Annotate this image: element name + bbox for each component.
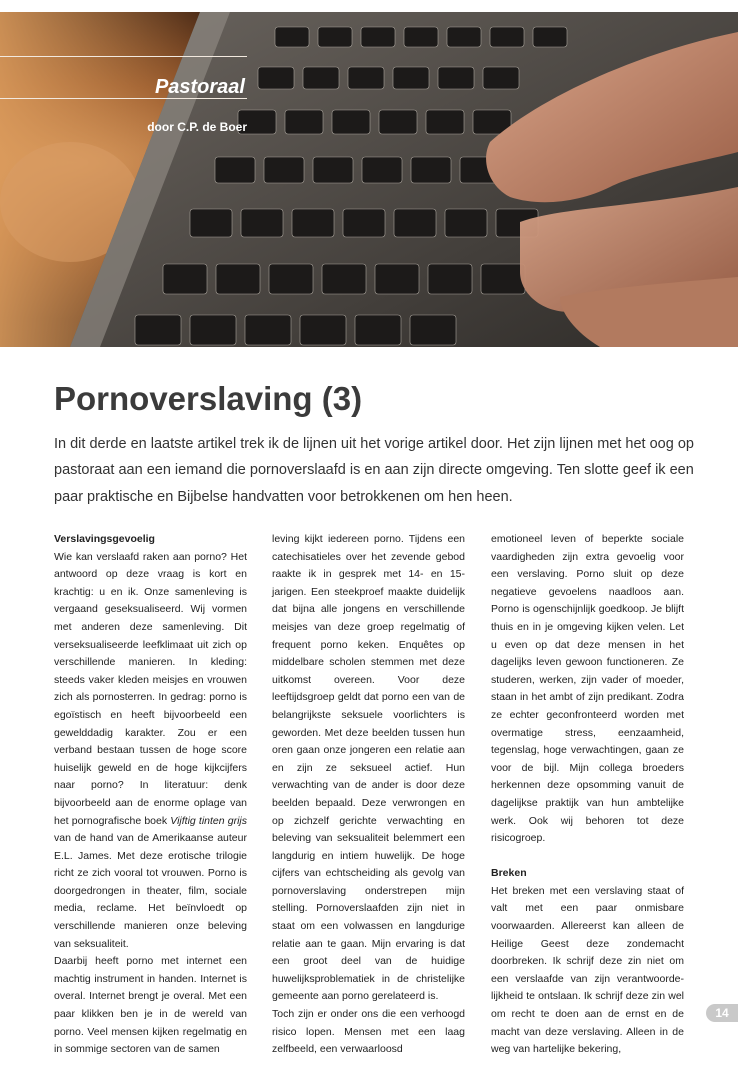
paragraph-spacer — [491, 848, 684, 866]
paragraph: Het breken met een verslaving staat of valt met een paar onmisbare voorwaarden. Allereerst kan alleen de Heilige Geest deze zondemacht doorbreken. Ik schrijf deze zin niet om een verslaafde van zijn verantwoordelijkheid te ontslaan. Ik schrijf deze zin wel om recht te doen aan de ernst en de macht van deze verslaving. Alleen in de weg van hartelijke bekering, — [491, 884, 684, 1056]
paragraph: leving kijkt iedereen porno. Tijdens een catechisatieles over het zevende gebod raakte ik in gesprek met 14- en 15-jarigen. Een steekproef maakte duidelijk dat bijna alle jongens en verschillende meisjes van deze groep regelmatig of frequent porno keken. Enquêtes op middelbare scholen stemmen met deze uitkomst overeen. Voor deze leeftijdsgroep geldt dat porno een van de belangrijkste seksuele voorlichters is geworden. Met deze beelden tussen hun oren gaan onze jongeren een relatie aan en zijn ze seksueel actief. Hun verwachting van de ander is door deze beelden bepaald. Deze verwrongen en op zichzelf gerichte verwachting en beleving van seksualiteit belemmert een langdurig en intiem huwelijk. De hoge cijfers van echtscheiding als gevolg van pornoverslaving onderstrepen mijn stelling. Pornoverslaafden zijn niet in staat om een volwassen en langdurige relatie aan te gaan. Mijn ervaring is dat een groot deel van de huidige huwelijksproblematiek in de christelijke gemeente aan porno gerelateerd is. — [272, 533, 465, 1003]
subheading-breken: Breken — [491, 867, 527, 880]
book-title: Vijftig tinten grijs — [170, 814, 247, 827]
text-column-1 — [54, 531, 247, 1059]
hero-photo-keyboard — [0, 12, 738, 347]
paragraph: emotioneel leven of beperkte sociale vaardigheden zijn extra gevoelig voor een verslaving. Porno sluit op deze negatieve gevoelens naadloos aan. Porno is ogenschijnlijk goedkoop. Je blijft thuis en in je omgeving kijken velen. Let u even op dat deze mensen in het dagelijks leven gewoon functioneren. Ze studeren, werken, zijn vader of moeder, staan in het ambt of zijn predikant. Zodra ze echter geconfronteerd worden met overmatige stress, eenzaamheid, tegenslag, hoge verwachtingen, gaan ze voor de bijl. Mijn collega broeders herkennen deze opsomming vanuit de dagelijkse praktijk van hun ambtelijke werk. Ook wij behoren tot deze risicogroep. — [491, 533, 684, 845]
paragraph: Toch zijn er onder ons die een verhoogd risico lopen. Mensen met een laag zelfbeeld, een verwaarloosd — [272, 1008, 465, 1056]
page-number-badge: 14 — [706, 1004, 738, 1022]
paragraph: Wie kan verslaafd raken aan porno? Het antwoord op deze vraag is kort en krachtig: u en ik. Onze samenleving is vergaand geseksualiseerd. Wij vormen met anderen deze samenleving. Dit verseksualiseerde leefklimaat uit zich op verschillende manieren. In kleding: steeds vaker kleden meisjes en vrouwen zich als pornosterren. In gedrag: porno is egoïstisch en heeft bijvoorbeeld een gewelddadig karakter. Zou er een verband bestaan tussen de hoge score huiselijk geweld en de hoge kijkcijfers naar porno? In literatuur: denk bijvoorbeeld aan de enorme oplage van het pornografische boek Vijftig tinten grijs van de hand van de Amerikaanse auteur E.L. James. Met deze erotische trilogie richt ze zich vooral tot vrouwen. Porno is doorgedrongen in theater, film, sociale media, reclame. Het beïnvloedt op verschillende manieren onze beleving van seksualiteit. — [54, 550, 247, 950]
header-rule-top — [0, 56, 247, 57]
article-intro: In dit derde en laatste artikel trek ik de lijnen uit het vorige artikel door. Het zijn lijnen met het oog op pastoraat aan een iemand die pornoverslaafd is en aan zijn directe omgeving. Ten slotte geef ik een paar praktische en Bijbelse handvatten voor betrokkenen om hen heen. — [54, 436, 694, 505]
article-title: Pornoverslaving (3) — [54, 380, 363, 417]
text-column-2 — [272, 531, 465, 1059]
section-label: Pastoraal — [154, 76, 245, 98]
keyboard-illustration — [0, 12, 738, 347]
subheading-verslavingsgevoelig: Verslavingsgevoelig — [54, 533, 155, 545]
author-byline: door C.P. de Boer — [147, 120, 247, 134]
header-rule-bottom — [0, 98, 247, 99]
text-column-3 — [491, 531, 684, 1059]
paragraph: Daarbij heeft porno met internet een machtig instrument in handen. Internet is overal. Internet brengt je overal. Met een paar klikken ben je in de wereld van porno. Veel mensen kijken regelmatig en in sommige sectoren van de samen — [54, 955, 247, 1056]
